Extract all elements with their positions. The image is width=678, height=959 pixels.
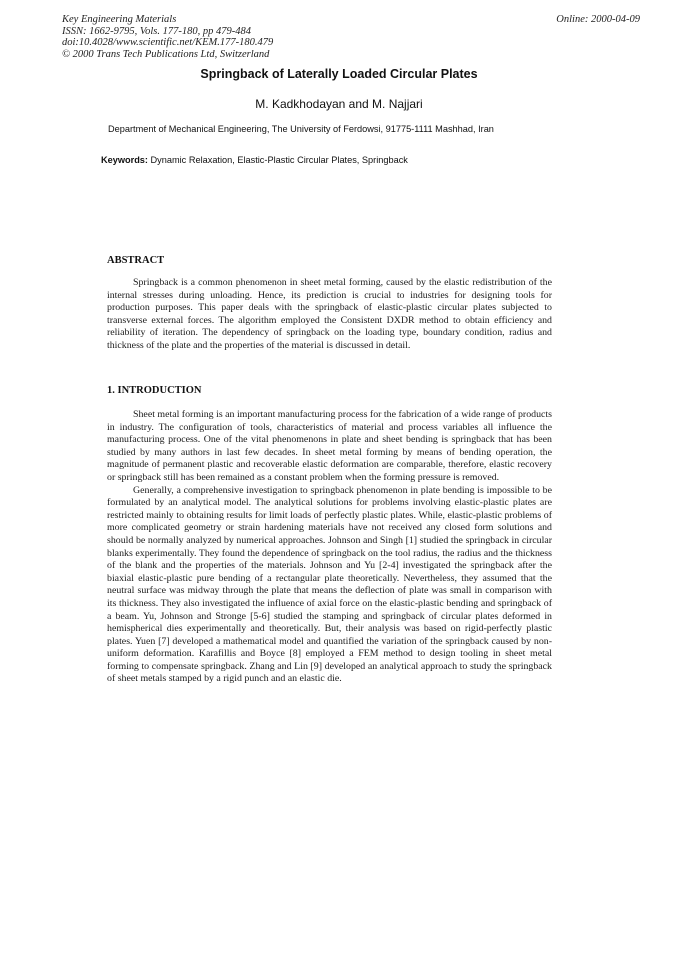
introduction-paragraph-2: Generally, a comprehensive investigation to springback phenomenon in plate bending is impossible to be formulated by an analytical model. The analytical solutions for problems involving elastic-plastic plates are restricted mainly to obtaining results for limit loads of perfectly plastic plates. While, elastic-plastic problems of more complicated geometry or strain hardening materials have not received any closed form solutions and should be normally analyzed by numerical approaches. Johnson and Singh [1] studied the springback in circular blanks experimentally. They found the dependence of springback on the tool radius, the radius and the thickness of the blank and the properties of the materials. Johnson and Yu [2-4] investigated the springback after the biaxial elastic-plastic pure bending of a rectangular plate theoretically. Nevertheless, they assumed that the neutral surface was midway through the plate that means the deflection of plate was small in comparison with its thickness. They also investigated the influence of axial force on the elastic-plastic bending and springback of a beam. Yu, Johnson and Stronge [5-6] studied the stamping and springback of circular plates deformed in hemispherical dies experimentally and theoretically. But, their analysis was based on rigid-perfectly plastic plates. Yuen [7] developed a mathematical model and quantified the variation of the springback caused by non-uniform deformation. Karafillis and Boyce [8] employed a FEM method to design tooling in sheet metal forming to compensate springback. Zhang and Lin [9] developed an analytical approach to study the springback of sheet metals stamped by a rigid punch and an elastic die.	[107, 484, 552, 685]
author-affiliation: Department of Mechanical Engineering, The University of Ferdowsi, 91775-1111 Mashhad, Iran	[108, 124, 494, 134]
journal-name: Key Engineering Materials	[62, 14, 177, 25]
abstract-paragraph: Springback is a common phenomenon in sheet metal forming, caused by the elastic redistribution of the internal stresses during unloading. Hence, its prediction is crucial to industries for designing tools for production purposes. This paper deals with the springback of elastic-plastic circular plates subjected to transverse external forces. The algorithm employed the Consistent DXDR method to obtain efficiency and reliability of iteration. The dependency of springback on the loading type, boundary condition, radius and thickness of the plate and the properties of the material is discussed in detail.	[107, 277, 552, 351]
doi-line: doi:10.4028/www.scientific.net/KEM.177-180.479	[62, 37, 274, 48]
issn-line: ISSN: 1662-9795, Vols. 177-180, pp 479-484	[62, 25, 251, 37]
online-date: Online: 2000-04-09	[556, 14, 640, 25]
introduction-paragraph-1: Sheet metal forming is an important manufacturing process for the fabrication of a wide range of products in industry. The configuration of tools, characteristics of material and process variables all influence the manufacturing process. One of the vital phenomenons in plate and sheet bending is springback that has been studied by many authors in last few decades. In sheet metal forming by means of bending operation, the magnitude of permanent plastic and recoverable elastic deformation are comparable, therefore, elastic recovery or springback still has been remained as a constant problem when the forming pressure is removed.	[107, 409, 553, 483]
introduction-body	[107, 409, 552, 686]
abstract-body	[107, 277, 552, 353]
copyright-line: © 2000 Trans Tech Publications Ltd, Switzerland	[62, 48, 270, 60]
paper-authors: M. Kadkhodayan and M. Najjari	[255, 97, 423, 111]
keywords-text: Dynamic Relaxation, Elastic-Plastic Circular Plates, Springback	[147, 155, 408, 165]
keywords-label: Keywords:	[101, 155, 148, 165]
introduction-heading: 1. INTRODUCTION	[107, 385, 202, 396]
abstract-heading: ABSTRACT	[107, 255, 165, 266]
keywords-line	[101, 155, 408, 165]
paper-title: Springback of Laterally Loaded Circular Plates	[200, 67, 478, 81]
journal-header	[62, 14, 273, 60]
